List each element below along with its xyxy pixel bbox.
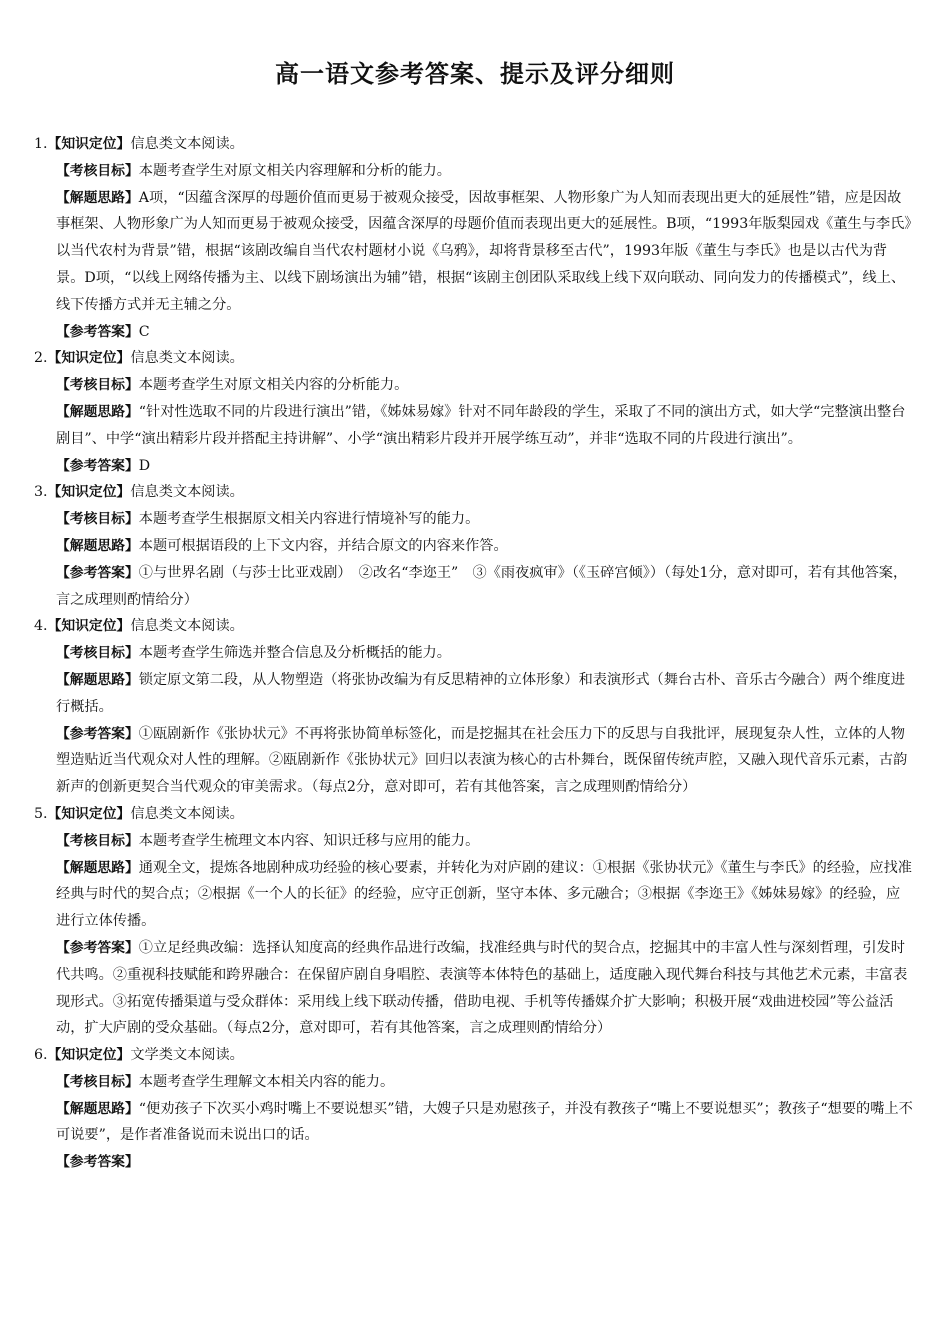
answer-row [34,828,914,855]
answer-row [34,855,914,935]
answer-row [34,613,914,640]
page-title: 高一语文参考答案、提示及评分细则 [275,60,675,88]
answer-row [34,453,914,480]
section-text: 通观全文，提炼各地剧种成功经验的核心要素，并转化为对庐剧的建议：①根据《张协状元》《董生与李氏》的经验，应找准经典与时代的契合点；②根据《一个人的长征》的经验，应守正创新，坚守本体、多元融合；③根据《李迩王》《姊妹易嫁》的经验，应进行立体传播。 [56,859,912,930]
section-text: 本题考查学生理解文本相关内容的能力。 [138,1073,395,1090]
section-label: 【考核目标】 [56,511,139,528]
section-label: 【知识定位】 [47,1047,131,1064]
section-text: 信息类文本阅读。 [130,805,244,822]
answer-row [34,372,914,399]
answer-content [34,131,914,1176]
answer-row [34,399,914,453]
section-label: 【解题思路】 [56,859,139,876]
question-number: 4. [34,618,48,635]
section-label: 【解题思路】 [56,671,139,688]
answer-row [34,185,914,319]
answer-row [34,667,914,721]
question-block [34,1042,914,1176]
section-text: 信息类文本阅读。 [130,136,244,152]
section-label: 【考核目标】 [56,1073,139,1090]
question-block [34,479,914,613]
question-number: 6. [34,1047,48,1064]
section-text: 本题可根据语段的上下文内容，并结合原文的内容来作答。 [138,537,508,554]
answer-row [34,319,914,346]
section-text: C [138,323,150,340]
section-text: 本题考查学生梳理文本内容、知识迁移与应用的能力。 [138,832,480,849]
section-text: D [138,457,151,474]
section-label: 【知识定位】 [47,136,131,152]
answer-row [34,1096,914,1150]
question-block [34,801,914,1042]
answer-row [34,533,914,560]
answer-row [34,479,914,506]
section-label: 【参考答案】 [56,564,139,581]
answer-row [34,560,914,614]
question-number: 3. [34,484,48,501]
section-text: 锁定原文第二段，从人物塑造（将张协改编为有反思精神的立体形象）和表演形式（舞台古朴、音乐古今融合）两个维度进行概括。 [56,671,905,715]
section-label: 【知识定位】 [47,484,131,501]
answer-row [34,801,914,828]
answer-row [34,345,914,372]
section-text: ①瓯剧新作《张协状元》不再将张协简单标签化，而是挖掘其在社会压力下的反思与自我批评，展现复杂人性，立体的人物塑造贴近当代观众对人性的理解。②瓯剧新作《张协状元》回归以表演为核心的古朴舞台，既保留传统声腔，又融入现代音乐元素，古韵新声的创新更契合当代观众的审美需求。（每点2分，意对即可，若有其他答案，言之成理则酌情给分） [56,725,908,796]
section-label: 【知识定位】 [47,618,131,635]
question-block [34,345,914,479]
question-number: 1. [34,136,48,152]
section-text: A项，“因蕴含深厚的母题价值而更易于被观众接受，因故事框架、人物形象广为人知而表现出更大的延展性”错，应是因故事框架、人物形象广为人知而更易于被观众接受，因蕴含深厚的母题价值而表现出更大的延展性。B项，“1993年版梨园戏《董生与李氏》以当代农村为背景”错，根据“该剧改编自当代农村题材小说《乌鸦》，却将背景移至古代”，1993年版《董生与李氏》也是以古代为背景。D项，“以线上网络传播为主、以线下剧场演出为辅”错，根据“该剧主创团队采取线上线下双向联动、同向发力的传播模式”，线上、线下传播方式并无主辅之分。 [56,189,912,313]
section-label: 【参考答案】 [56,939,139,956]
section-text: 信息类文本阅读。 [130,484,244,501]
answer-row [34,1069,914,1096]
section-text: “便劝孩子下次买小鸡时嘴上不要说想买”错，大嫂子只是劝慰孩子，并没有教孩子“嘴上不要说想买”；教孩子“想要的嘴上不可说要”，是作者准备说而未说出口的话。 [56,1100,913,1144]
section-text: 本题考查学生根据原文相关内容进行情境补写的能力。 [138,511,480,528]
section-label: 【解题思路】 [56,1100,139,1117]
section-text: 信息类文本阅读。 [130,618,244,635]
section-label: 【解题思路】 [56,537,139,554]
question-number: 2. [34,350,48,367]
section-label: 【参考答案】 [56,323,139,340]
section-text: 本题考查学生对原文相关内容的分析能力。 [138,377,409,394]
section-label: 【解题思路】 [56,189,139,206]
question-number: 5. [34,805,48,822]
section-label: 【知识定位】 [47,805,131,822]
answer-row [34,640,914,667]
section-label: 【知识定位】 [47,350,131,367]
question-block [34,613,914,801]
section-label: 【参考答案】 [56,457,139,474]
section-text: ①与世界名剧（与莎士比亚戏剧） ②改名“李迩王” ③《雨夜疯审》（《玉碎宫倾》）（每处1分，意对即可，若有其他答案，言之成理则酌情给分） [56,564,908,608]
section-text: 本题考查学生对原文相关内容理解和分析的能力。 [138,162,451,179]
section-text: 本题考查学生筛选并整合信息及分析概括的能力。 [138,645,451,662]
section-label: 【参考答案】 [56,725,139,742]
section-text: 信息类文本阅读。 [130,350,244,367]
question-block [34,131,914,345]
answer-row [34,506,914,533]
answer-row [34,721,914,801]
section-text: “针对性选取不同的片段进行演出”错，《姊妹易嫁》针对不同年龄段的学生，采取了不同的演出方式，如大学“完整演出整台剧目”、中学“演出精彩片段并搭配主持讲解”、小学“演出精彩片段并开展学练互动”，并非“选取不同的片段进行演出”。 [56,403,906,447]
section-label: 【解题思路】 [56,403,139,420]
answer-row [34,158,914,185]
section-label: 【考核目标】 [56,832,139,849]
answer-row [34,1149,914,1176]
section-label: 【考核目标】 [56,645,139,662]
answer-row [34,1042,914,1069]
section-label: 【考核目标】 [56,162,139,179]
answer-row [34,131,914,158]
section-label: 【考核目标】 [56,377,139,394]
section-text: ①立足经典改编：选择认知度高的经典作品进行改编，找准经典与时代的契合点，挖掘其中的丰富人性与深刻哲理，引发时代共鸣。②重视科技赋能和跨界融合：在保留庐剧自身唱腔、表演等本体特色的基础上，适度融入现代舞台科技与其他艺术元素，丰富表现形式。③拓宽传播渠道与受众群体：采用线上线下联动传播，借助电视、手机等传播媒介扩大影响；积极开展“戏曲进校园”等公益活动，扩大庐剧的受众基础。（每点2分，意对即可，若有其他答案，言之成理则酌情给分） [56,939,908,1037]
answer-row [34,935,914,1042]
section-text: 文学类文本阅读。 [130,1047,244,1064]
section-label: 【参考答案】 [56,1154,139,1171]
